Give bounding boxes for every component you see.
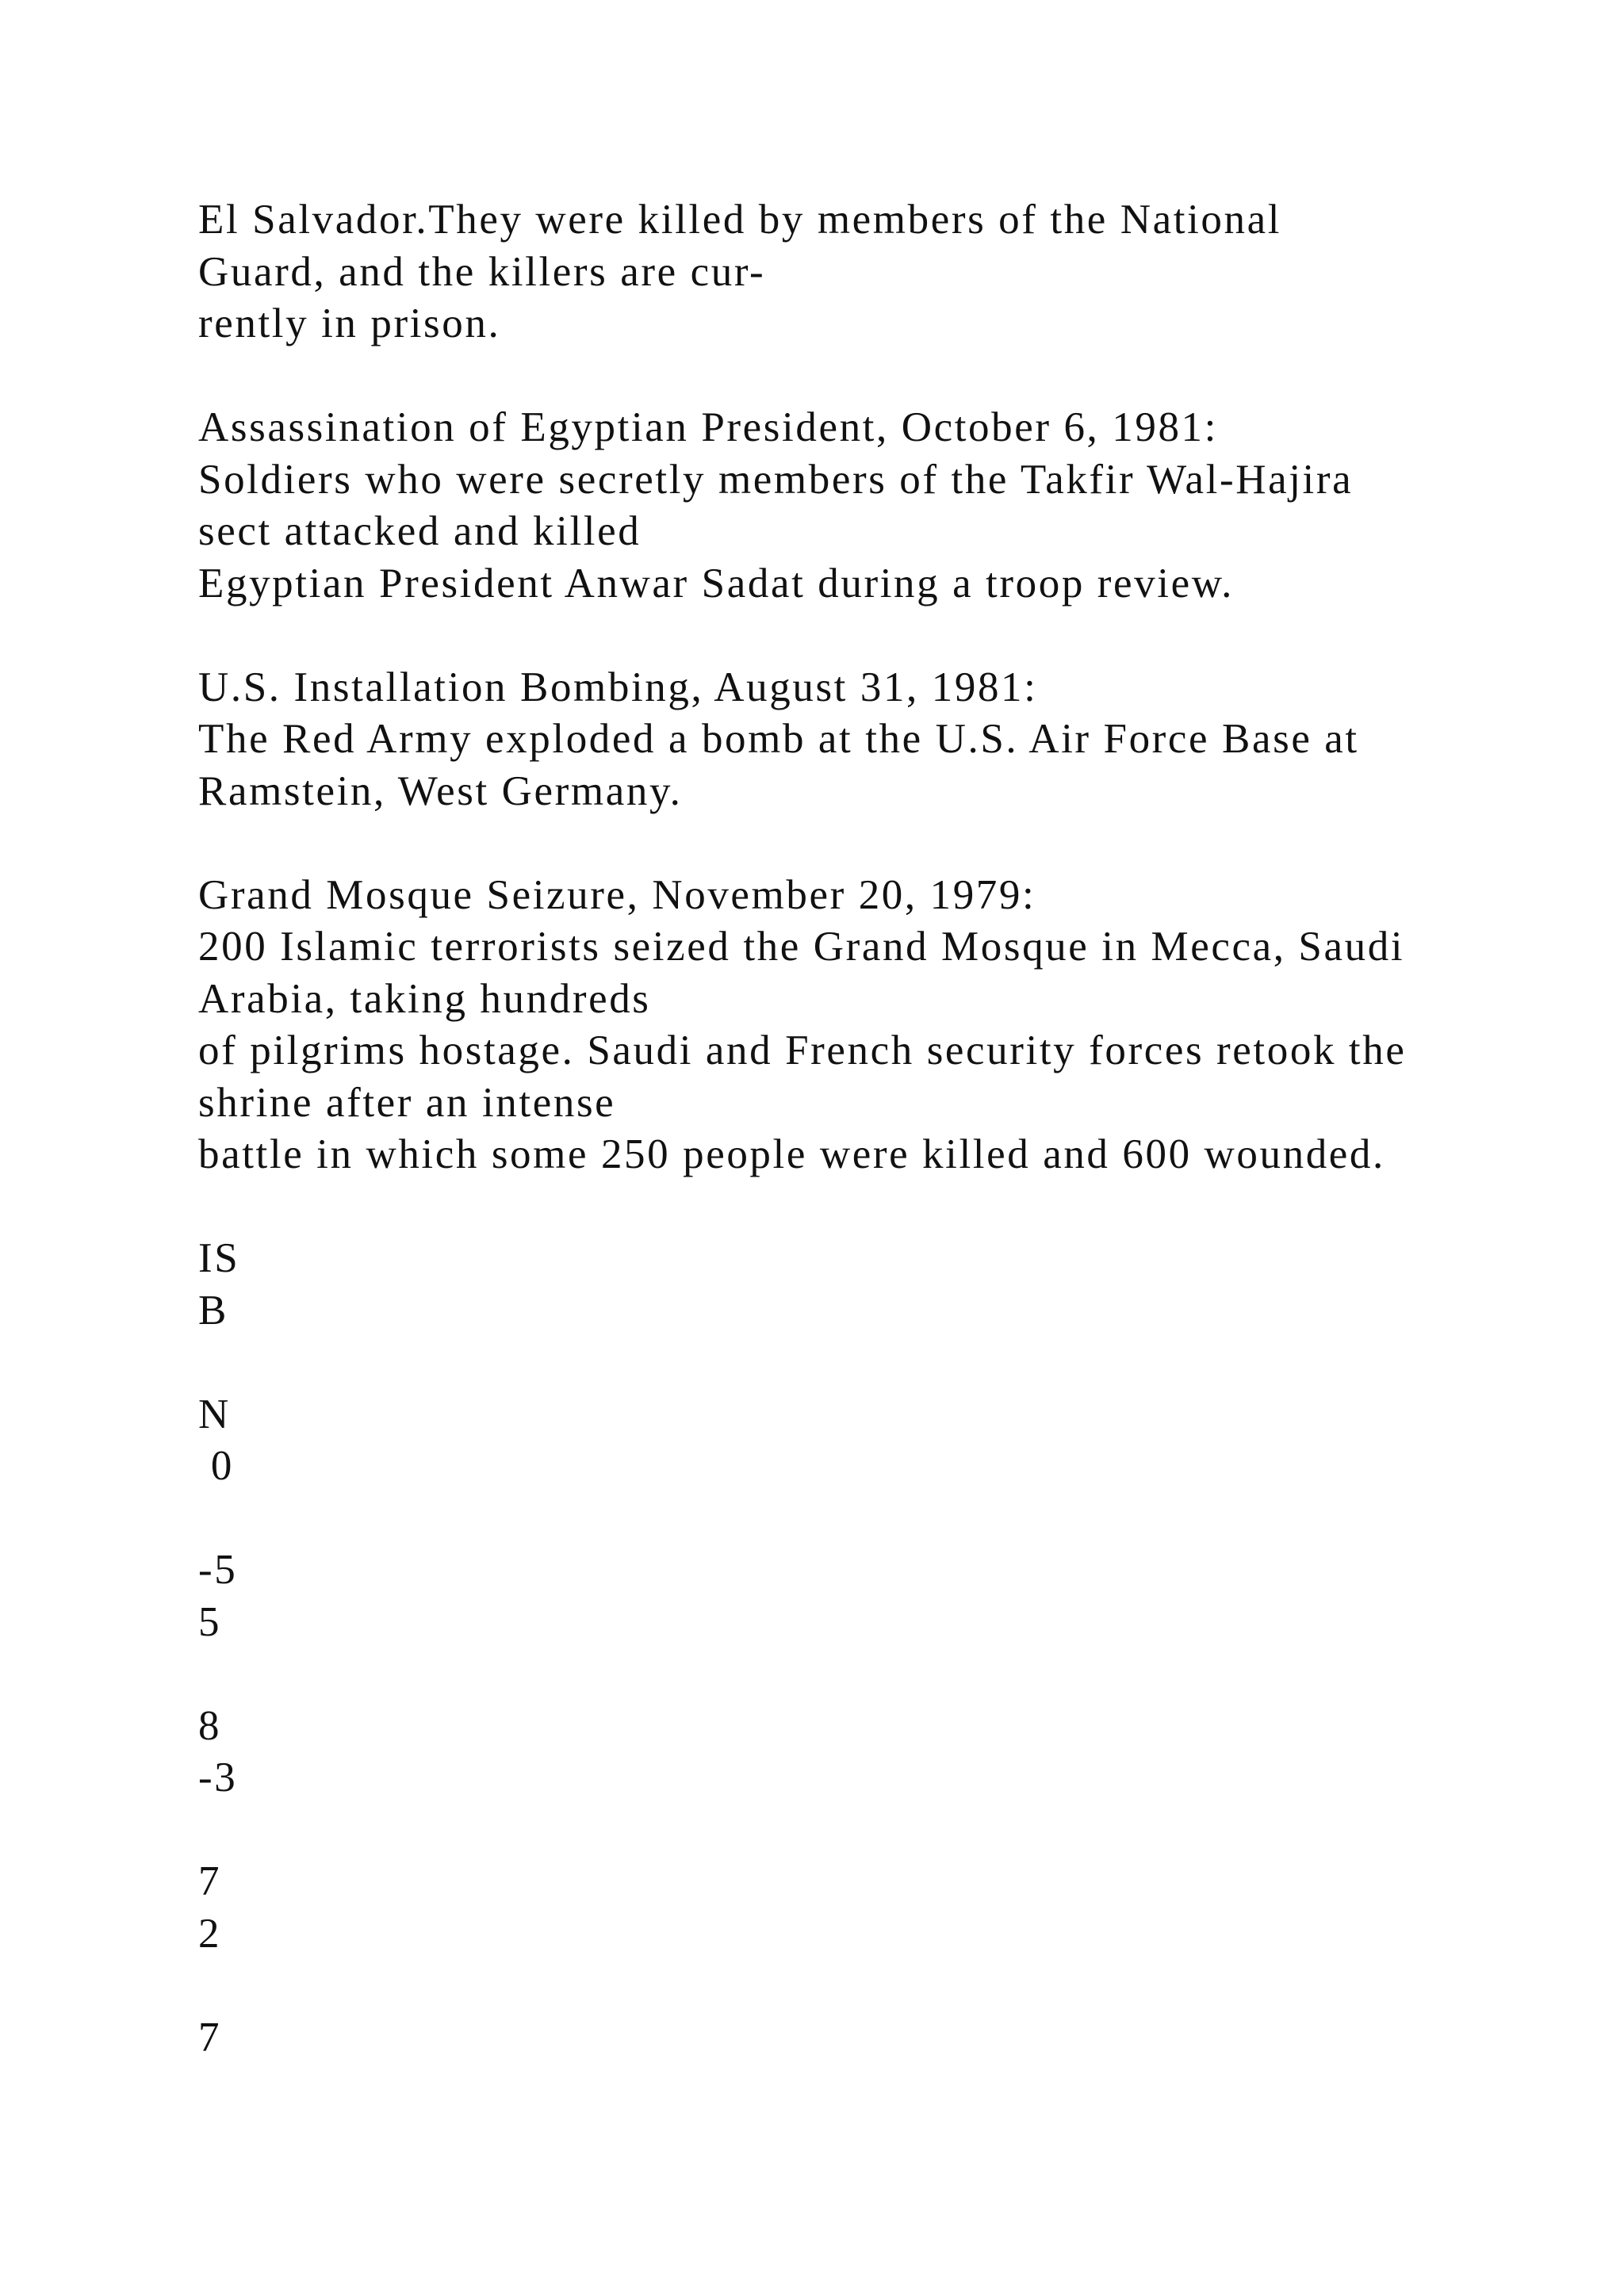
text-line: The Red Army exploded a bomb at the U.S. Air Force Base at (198, 716, 1359, 762)
isbn-fragment: -3 (198, 1755, 238, 1800)
isbn-fragment: 8 (198, 1702, 222, 1749)
blank-line (198, 1181, 1546, 1234)
isbn-fragment: -5 (198, 1547, 238, 1593)
isbn-fragment: 0 (198, 1443, 234, 1489)
isbn-fragment: 5 (198, 1598, 222, 1645)
text-line: rently in prison. (198, 300, 501, 346)
entry-heading: Assassination of Egyptian President, October 6, 1981: (198, 404, 1218, 450)
blank-line (198, 817, 1546, 870)
text-line: Egyptian President Anwar Sadat during a troop review. (198, 560, 1234, 607)
isbn-fragment-group (198, 1544, 1546, 1648)
blank-line (198, 350, 1546, 403)
blank-line (198, 1493, 1546, 1545)
entry-heading: U.S. Installation Bombing, August 31, 1981: (198, 664, 1038, 710)
paragraph-grand-mosque-seizure (198, 870, 1546, 1181)
text-line: sect attacked and killed (198, 508, 642, 554)
text-line: Soldiers who were secretly members of the Takfir Wal-Hajira (198, 456, 1354, 503)
blank-line (198, 1960, 1546, 2012)
entry-heading: Grand Mosque Seizure, November 20, 1979: (198, 871, 1036, 918)
isbn-fragment-group (198, 1701, 1546, 1804)
blank-line (198, 1648, 1546, 1701)
isbn-fragment: IS (198, 1235, 240, 1281)
text-line: 200 Islamic terrorists seized the Grand Mosque in Mecca, Saudi (198, 924, 1405, 970)
text-line: Guard, and the killers are cur- (198, 248, 766, 295)
document-text (198, 194, 1546, 2064)
paragraph-sadat-assassination (198, 402, 1546, 610)
paragraph-el-salvador (198, 194, 1546, 350)
paragraph-ramstein-bombing (198, 662, 1546, 818)
isbn-fragment-group (198, 1233, 1546, 1337)
text-line: of pilgrims hostage. Saudi and French security forces retook the (198, 1027, 1407, 1073)
blank-line (198, 1337, 1546, 1389)
isbn-fragment: N (198, 1391, 231, 1437)
isbn-fragment-group (198, 1856, 1546, 1960)
blank-line (198, 610, 1546, 662)
isbn-fragment-group (198, 1389, 1546, 1493)
text-line: Arabia, taking hundreds (198, 975, 651, 1022)
isbn-fragment-group (198, 2012, 1546, 2064)
text-line: El Salvador.They were killed by members of the National (198, 197, 1282, 243)
isbn-fragment: 7 (198, 1858, 222, 1904)
blank-line (198, 1804, 1546, 1857)
isbn-fragment: 2 (198, 1910, 222, 1957)
text-line: Ramstein, West Germany. (198, 767, 683, 814)
text-line: battle in which some 250 people were killed and 600 wounded. (198, 1131, 1385, 1177)
isbn-fragment: B (198, 1287, 228, 1334)
isbn-fragment: 7 (198, 2014, 222, 2061)
text-line: shrine after an intense (198, 1079, 616, 1126)
